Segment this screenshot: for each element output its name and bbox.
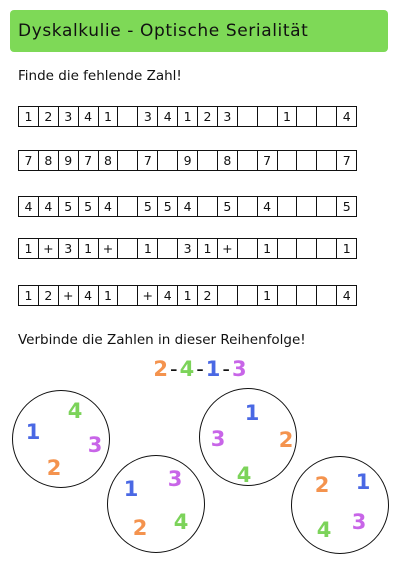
number-cell: 1 <box>177 106 198 127</box>
number-cell[interactable] <box>316 285 337 306</box>
number-cell: 1 <box>78 238 99 259</box>
circle-digit[interactable]: 2 <box>46 456 62 480</box>
number-cell: 1 <box>18 106 39 127</box>
instruction-missing-number: Finde die fehlende Zahl! <box>18 68 182 84</box>
number-cell[interactable] <box>277 150 298 171</box>
number-cell: 4 <box>177 196 198 217</box>
number-circle <box>291 456 389 554</box>
number-cell[interactable] <box>157 150 178 171</box>
number-cell[interactable] <box>316 150 337 171</box>
number-row <box>18 150 357 171</box>
number-cell: 1 <box>18 238 39 259</box>
circle-digit[interactable]: 2 <box>278 428 294 452</box>
number-cell[interactable] <box>237 285 258 306</box>
number-cell: 1 <box>177 285 198 306</box>
number-cell[interactable] <box>117 150 138 171</box>
number-cell: 4 <box>38 196 59 217</box>
sequence-digit: 1 <box>205 357 221 381</box>
number-cell: 1 <box>137 238 158 259</box>
number-row <box>18 196 357 217</box>
number-cell[interactable] <box>237 196 258 217</box>
number-cell[interactable] <box>257 106 278 127</box>
number-cell: 8 <box>38 150 59 171</box>
number-cell: 8 <box>98 150 119 171</box>
connect-sequence <box>0 357 400 381</box>
sequence-digit: 2 <box>153 357 168 381</box>
sequence-separator: - <box>196 357 204 381</box>
number-cell[interactable] <box>296 238 317 259</box>
number-cell[interactable] <box>197 150 218 171</box>
number-cell[interactable] <box>117 106 138 127</box>
number-row <box>18 106 357 127</box>
number-cell: 2 <box>38 106 59 127</box>
number-cell: + <box>137 285 158 306</box>
number-cell: 1 <box>336 238 357 259</box>
number-row <box>18 238 357 259</box>
number-cell: 1 <box>98 285 119 306</box>
number-cell[interactable] <box>237 238 258 259</box>
circle-digit[interactable]: 3 <box>87 433 103 457</box>
number-cell[interactable] <box>296 106 317 127</box>
number-cell[interactable] <box>237 150 258 171</box>
number-cell: 2 <box>197 106 218 127</box>
circle-digit[interactable]: 4 <box>236 463 252 487</box>
number-cell: 5 <box>217 196 238 217</box>
circle-digit[interactable]: 3 <box>210 427 226 451</box>
number-cell[interactable] <box>117 285 138 306</box>
number-cell: 7 <box>18 150 39 171</box>
number-cell: 1 <box>257 285 278 306</box>
circle-digit[interactable]: 4 <box>67 399 83 423</box>
number-cell: 7 <box>78 150 99 171</box>
number-cell: 4 <box>257 196 278 217</box>
number-cell: 5 <box>336 196 357 217</box>
number-cell: 2 <box>38 285 59 306</box>
circle-digit[interactable]: 1 <box>123 477 139 501</box>
number-cell: 1 <box>197 238 218 259</box>
number-cell: 4 <box>157 285 178 306</box>
number-cell: 4 <box>336 106 357 127</box>
number-cell: 4 <box>98 196 119 217</box>
number-cell[interactable] <box>316 196 337 217</box>
number-cell: + <box>98 238 119 259</box>
number-cell[interactable] <box>296 150 317 171</box>
sequence-digit: 3 <box>231 357 247 381</box>
number-cell: 7 <box>137 150 158 171</box>
instruction-connect: Verbinde die Zahlen in dieser Reihenfolge! <box>18 332 306 348</box>
title-banner <box>10 10 388 52</box>
number-cell: 4 <box>18 196 39 217</box>
number-cell[interactable] <box>197 196 218 217</box>
number-cell: 5 <box>78 196 99 217</box>
circle-digit[interactable]: 1 <box>25 420 41 444</box>
number-cell: 1 <box>98 106 119 127</box>
circle-digit[interactable]: 4 <box>173 510 189 534</box>
number-cell: 4 <box>157 106 178 127</box>
sequence-separator: - <box>170 357 178 381</box>
circle-digit[interactable]: 1 <box>355 470 371 494</box>
number-circle <box>12 390 110 488</box>
number-cell: + <box>38 238 59 259</box>
sequence-separator: - <box>222 357 230 381</box>
circle-digit[interactable]: 3 <box>167 467 183 491</box>
number-cell: 9 <box>177 150 198 171</box>
circle-digit[interactable]: 2 <box>314 473 330 497</box>
number-cell: 4 <box>78 106 99 127</box>
number-cell: 3 <box>58 106 79 127</box>
number-cell[interactable] <box>277 196 298 217</box>
number-cell: 4 <box>336 285 357 306</box>
number-cell: 9 <box>58 150 79 171</box>
number-circle <box>107 455 205 553</box>
number-cell[interactable] <box>296 196 317 217</box>
number-cell[interactable] <box>237 106 258 127</box>
number-cell: 3 <box>58 238 79 259</box>
circle-digit[interactable]: 1 <box>244 401 260 425</box>
number-cell: + <box>58 285 79 306</box>
number-cell[interactable] <box>217 285 238 306</box>
number-cell[interactable] <box>117 238 138 259</box>
number-cell: 1 <box>18 285 39 306</box>
number-cell: 2 <box>197 285 218 306</box>
number-cell: + <box>217 238 238 259</box>
number-cell[interactable] <box>277 238 298 259</box>
sequence-digit: 4 <box>179 357 195 381</box>
number-cell[interactable] <box>316 238 337 259</box>
number-cell: 1 <box>277 106 298 127</box>
number-circle <box>199 388 297 486</box>
number-cell[interactable] <box>316 106 337 127</box>
number-cell: 1 <box>257 238 278 259</box>
number-cell[interactable] <box>296 285 317 306</box>
circle-digit[interactable]: 4 <box>316 518 332 542</box>
circle-digit[interactable]: 2 <box>132 516 148 540</box>
number-cell: 7 <box>257 150 278 171</box>
number-row <box>18 285 357 306</box>
circle-digit[interactable]: 3 <box>351 510 367 534</box>
number-cell: 3 <box>177 238 198 259</box>
number-cell: 5 <box>58 196 79 217</box>
number-cell: 3 <box>217 106 238 127</box>
number-cell: 8 <box>217 150 238 171</box>
number-cell: 5 <box>157 196 178 217</box>
number-cell: 3 <box>137 106 158 127</box>
page-title: Dyskalkulie - Optische Serialität <box>18 21 309 41</box>
number-cell[interactable] <box>277 285 298 306</box>
number-cell: 5 <box>137 196 158 217</box>
number-cell: 7 <box>336 150 357 171</box>
number-cell: 4 <box>78 285 99 306</box>
number-cell[interactable] <box>117 196 138 217</box>
number-cell[interactable] <box>157 238 178 259</box>
